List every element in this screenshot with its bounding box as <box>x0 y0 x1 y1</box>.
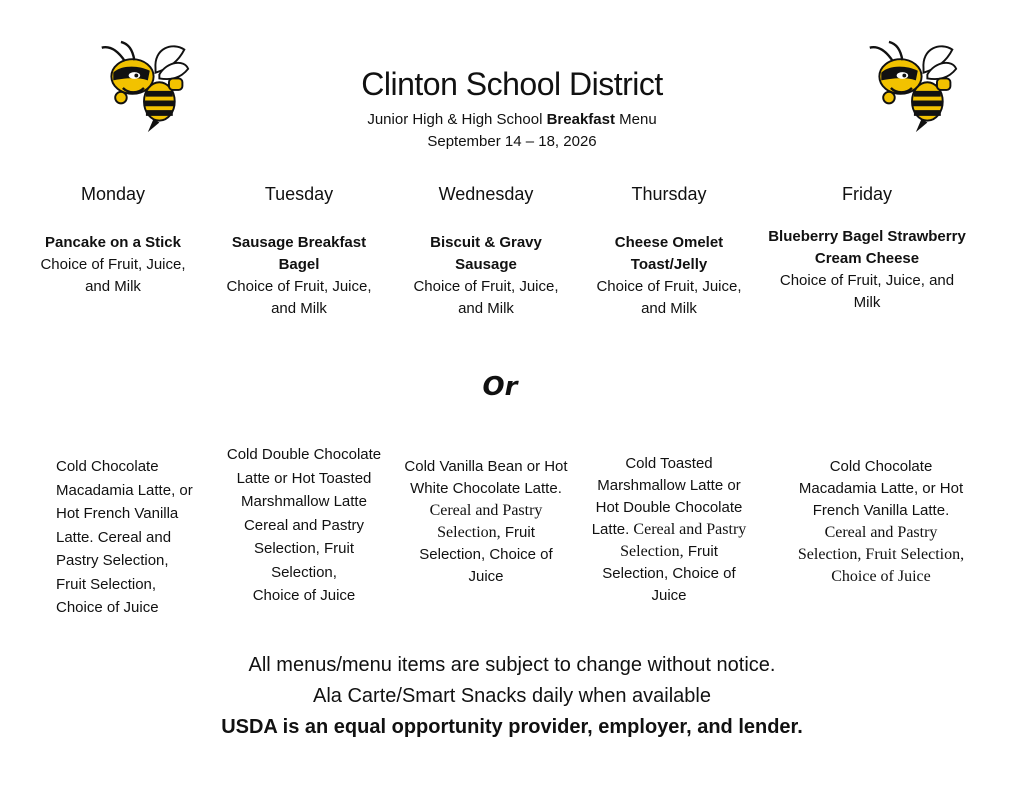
alt-line: Latte or Hot Toasted <box>236 469 372 487</box>
main-item-name: Biscuit & Gravy Sausage <box>430 234 542 273</box>
alt-serif: Cereal and Pastry Selection, <box>429 502 543 541</box>
main-item-friday <box>767 226 967 314</box>
alt-line: Choice of Juice <box>56 599 159 616</box>
alt-item-wednesday <box>404 456 568 588</box>
alt-serif: Cereal and Pastry Selection, Fruit Selection, Choice of Juice <box>797 524 965 585</box>
alt-line: Hot French Vanilla <box>56 505 179 522</box>
alt-item-monday <box>56 455 226 620</box>
alt-line: Pastry Selection, <box>56 552 169 569</box>
alt-line: Cold Chocolate <box>56 458 159 475</box>
or-divider: Or <box>482 372 518 402</box>
alt-line: Selection, <box>271 563 337 581</box>
alt-item-tuesday <box>214 443 394 608</box>
alt-item-thursday <box>586 453 752 607</box>
alt-tail: Fruit Selection, Choice of Juice <box>602 543 736 604</box>
alt-line: Cold Double Chocolate <box>226 446 382 463</box>
main-item-name: Blueberry Bagel Strawberry Cream Cheese <box>768 228 966 267</box>
alt-line: Choice of Juice <box>252 587 356 604</box>
snacks-notice: Ala Carte/Smart Snacks daily when available <box>313 685 711 707</box>
main-item-sides: Choice of Fruit, Juice, and Milk <box>596 278 742 317</box>
main-item-name: Sausage Breakfast Bagel <box>231 234 367 273</box>
main-item-sides: Choice of Fruit, Juice, and Milk <box>40 256 186 295</box>
subtitle-bold: Breakfast <box>546 111 615 128</box>
alt-line: Cereal and Pastry <box>243 516 365 534</box>
main-item-thursday <box>584 232 754 320</box>
day-tuesday: Tuesday <box>264 184 334 204</box>
day-friday: Friday <box>841 184 892 204</box>
menu-dates: September 14 – 18, 2026 <box>427 133 597 150</box>
main-item-monday <box>28 232 198 298</box>
page-title: Clinton School District <box>361 66 663 102</box>
alt-line: Macadamia Latte, or <box>56 481 193 499</box>
alt-line: Fruit Selection, <box>56 575 157 593</box>
main-item-sides: Choice of Fruit, Juice, and Milk <box>779 272 955 311</box>
day-wednesday: Wednesday <box>438 184 534 204</box>
main-item-tuesday <box>214 232 384 320</box>
alt-serif: Cereal and Pastry Selection, <box>620 521 747 560</box>
alt-lead: Cold Chocolate Macadamia Latte, or Hot French Vanilla Latte. <box>798 458 964 519</box>
alt-line: Latte. Cereal and <box>56 528 172 546</box>
main-item-wednesday <box>401 232 571 320</box>
alt-line: Selection, Fruit <box>253 540 355 557</box>
day-thursday: Thursday <box>631 184 707 204</box>
subtitle-pre: Junior High & High School <box>367 111 547 128</box>
alt-lead: Cold Toasted Marshmallow Latte or Hot Double Chocolate Latte. <box>591 455 743 538</box>
subtitle-post: Menu <box>614 111 657 128</box>
alt-line: Marshmallow Latte <box>241 493 367 510</box>
usda-statement: USDA is an equal opportunity provider, employer, and lender. <box>221 716 803 738</box>
main-item-name: Pancake on a Stick <box>45 234 181 251</box>
alt-item-friday <box>796 456 966 588</box>
alt-tail: Fruit Selection, Choice of Juice <box>419 524 553 585</box>
menu-subtitle <box>0 111 1024 128</box>
day-monday: Monday <box>80 184 146 204</box>
main-item-sides: Choice of Fruit, Juice, and Milk <box>226 278 372 317</box>
change-notice: All menus/menu items are subject to change without notice. <box>248 654 776 676</box>
main-item-sides: Choice of Fruit, Juice, and Milk <box>413 278 559 317</box>
alt-lead: Cold Vanilla Bean or Hot White Chocolate Latte. <box>404 458 568 497</box>
main-item-name: Cheese Omelet Toast/Jelly <box>614 234 724 273</box>
